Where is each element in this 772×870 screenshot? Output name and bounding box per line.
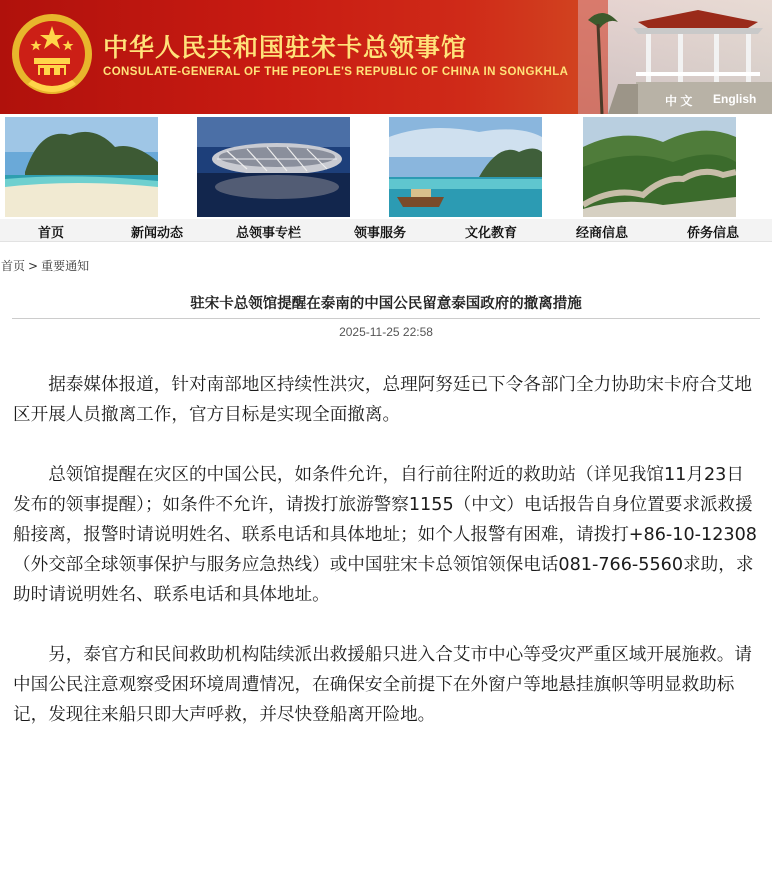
nav-item-culture-education[interactable]: 文化教育	[465, 226, 518, 241]
article-body	[13, 370, 759, 760]
nav-item-overseas-chinese[interactable]: 侨务信息	[687, 226, 740, 241]
nav-item-consular-services[interactable]: 领事服务	[354, 226, 407, 241]
nav-item-home[interactable]: 首页	[38, 226, 65, 241]
birds-nest-stadium-photo	[197, 117, 350, 217]
article-paragraph: 据泰媒体报道，针对南部地区持续性洪灾，总理阿努廷已下令各部门全力协助宋卡府合艾地区开展人员撤离工作，官方目标是实现全面撤离。	[13, 375, 752, 425]
title-divider	[12, 318, 760, 319]
photo-strip	[0, 114, 772, 218]
national-emblem-icon	[10, 10, 94, 102]
article-title: 驻宋卡总领馆提醒在泰南的中国公民留意泰国政府的撤离措施	[190, 296, 582, 312]
breadcrumb	[1, 257, 89, 274]
lang-switch-english[interactable]: English	[713, 92, 757, 106]
breadcrumb-home-link[interactable]: 首页	[1, 259, 26, 273]
nav-item-consul-general-column[interactable]: 总领事专栏	[236, 226, 302, 241]
lang-switch-chinese[interactable]: 中 文	[665, 94, 693, 108]
nav-item-business-info[interactable]: 经商信息	[576, 226, 629, 241]
article-date: 2025-11-25 22:58	[339, 325, 433, 339]
site-title-en: CONSULATE-GENERAL OF THE PEOPLE'S REPUBLIC OF CHINA IN SONGKHLA	[103, 66, 569, 78]
nav-item-news[interactable]: 新闻动态	[131, 226, 184, 241]
header-banner	[0, 0, 772, 114]
article-paragraph: 另，泰官方和民间救助机构陆续派出救援船只进入合艾市中心等受灾严重区域开展施救。请中国公民注意观察受困环境周遭情况，在确保安全前提下在外窗户等地悬挂旗帜等明显救助标记，发现往来船只即大声呼救，并尽快登船离开险地。	[13, 645, 752, 725]
main-nav	[0, 219, 772, 242]
beach-cliff-photo	[5, 117, 158, 217]
breadcrumb-separator: >	[28, 259, 39, 273]
site-title-cn: 中华人民共和国驻宋卡总领事馆	[103, 33, 468, 62]
longtail-boat-photo	[389, 117, 542, 217]
breadcrumb-current-link[interactable]: 重要通知	[41, 259, 90, 273]
great-wall-photo	[583, 117, 736, 217]
article-paragraph: 总领馆提醒在灾区的中国公民，如条件允许，自行前往附近的救助站（详见我馆11月23日发布的领事提醒）；如条件不允许，请拨打旅游警察1155（中文）电话报告自身位置要求派救援船接离，报警时请说明姓名、联系电话和具体地址；如个人报警有困难，请拨打+86-10-12308（外交部全球领事保护与服务应急热线）或中国驻宋卡总领馆领保电话081-766-5560求助，求助时请说明姓名、联系电话和具体地址。	[13, 465, 757, 605]
